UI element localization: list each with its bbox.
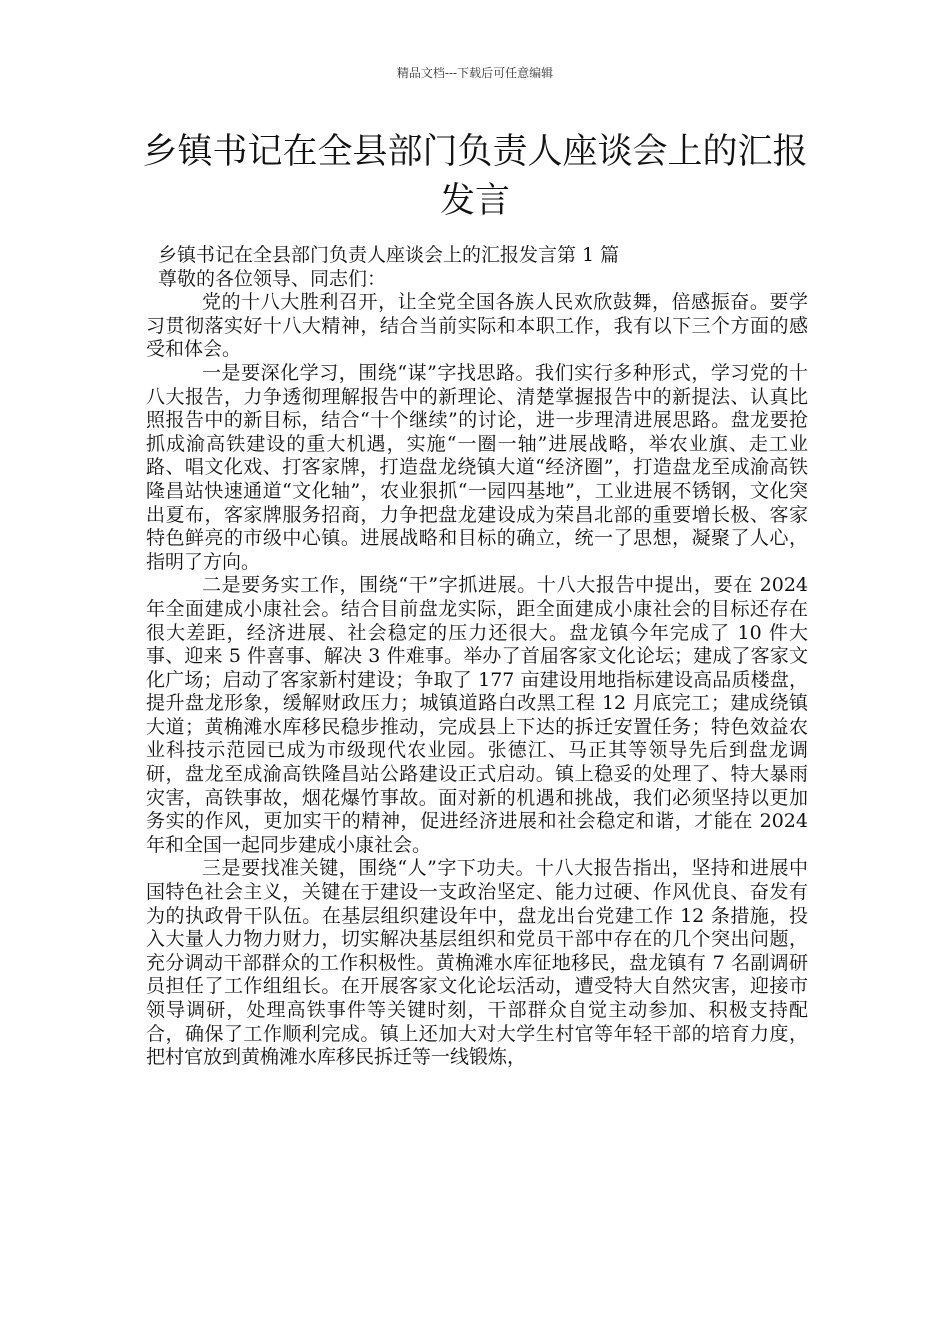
paragraph: 三是要找准关键，围绕“人”字下功夫。十八大报告指出，坚持和进展中国特色社会主义，关键在于建设一支政治坚定、能力过硬、作风优良、奋发有为的执政骨干队伍。在基层组织建设年中，盘龙出台党建工作 12 条措施，投入大量人力物力财力，切实解决基层组织和党员干部中存在的几个突出问题，充分调动干部群众的工作积极性。黄桷滩水库征地移民，盘龙镇有 7 名副调研员担任了工作组组长。在开展客家文化论坛活动，遭受特大自然灾害，迎接市领导调研，处理高铁事件等关键时刻，干部群众自觉主动参加、积极支持配合，确保了工作顺利完成。镇上还加大对大学生村官等年轻干部的培育力度，把村官放到黄桷滩水库移民拆迁等一线锻炼， xyxy=(146,857,808,1069)
paragraph: 党的十八大胜利召开，让全党全国各族人民欢欣鼓舞，倍感振奋。要学习贯彻落实好十八大精神，结合当前实际和本职工作，我有以下三个方面的感受和体会。 xyxy=(146,291,808,361)
paragraph: 一是要深化学习，围绕“谋”字找思路。我们实行多种形式，学习党的十八大报告，力争透彻理解报告中的新理论、清楚掌握报告中的新提法、认真比照报告中的新目标，结合“十个继续”的讨论，进一步理清进展思路。盘龙要抢抓成渝高铁建设的重大机遇，实施“一圈一轴”进展战略，举农业旗、走工业路、唱文化戏、打客家牌，打造盘龙绕镇大道“经济圈”，打造盘龙至成渝高铁隆昌站快速通道“文化轴”，农业狠抓“一园四基地”，工业进展不锈钢，文化突出夏布，客家牌服务招商，力争把盘龙建设成为荣昌北部的重要增长极、客家特色鲜亮的市级中心镇。进展战略和目标的确立，统一了思想，凝聚了人心，指明了方向。 xyxy=(146,361,808,573)
page-header: 精品文档---下载后可任意编辑 xyxy=(396,66,554,80)
document-title: 乡镇书记在全县部门负责人座谈会上的汇报发言 xyxy=(142,132,808,221)
section-heading: 乡镇书记在全县部门负责人座谈会上的汇报发言第 1 篇 xyxy=(158,244,620,266)
document-body xyxy=(146,244,808,1070)
paragraph: 二是要务实工作，围绕“干”字抓进展。十八大报告中提出，要在 2024 年全面建成小康社会。结合目前盘龙实际，距全面建成小康社会的目标还存在很大差距，经济进展、社会稳定的压力还很大。盘龙镇今年完成了 10 件大事、迎来 5 件喜事、解决 3 件难事。举办了首届客家文化论坛；建成了客家文化广场；启动了客家新村建设；争取了 177 亩建设用地指标建设高品质楼盘，提升盘龙形象，缓解财政压力；城镇道路白改黑工程 12 月底完工；建成绕镇大道；黄桷滩水库移民稳步推动，完成县上下达的拆迁安置任务；特色效益农业科技示范园已成为市级现代农业园。张德江、马正其等领导先后到盘龙调研，盘龙至成渝高铁隆昌站公路建设正式启动。镇上稳妥的处理了、特大暴雨灾害，高铁事故，烟花爆竹事故。面对新的机遇和挑战，我们必须坚持以更加务实的作风，更加实干的精神，促进经济进展和社会稳定和谐，才能在 2024 年和全国一起同步建成小康社会。 xyxy=(146,574,808,856)
salutation: 尊敬的各位领导、同志们： xyxy=(158,267,387,290)
